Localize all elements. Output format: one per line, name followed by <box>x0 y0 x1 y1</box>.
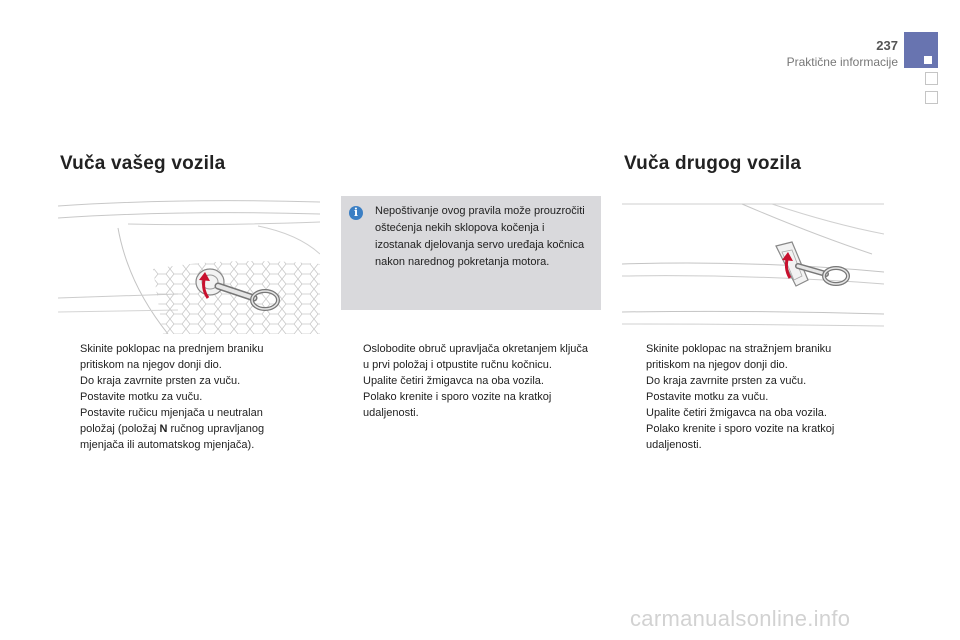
step-text: Upalite četiri žmigavca na oba vozila. <box>646 407 827 419</box>
tab-marker <box>924 56 932 64</box>
nav-square-2 <box>925 91 938 104</box>
step-text: Upalite četiri žmigavca na oba vozila. <box>363 375 544 387</box>
list-item <box>624 373 864 389</box>
info-box <box>341 196 601 310</box>
right-section-title: Vuča drugog vozila <box>624 153 802 174</box>
left-section-title: Vuča vašeg vozila <box>60 153 226 174</box>
list-item <box>58 373 296 389</box>
list-item <box>341 373 589 389</box>
step-text: Polako krenite i sporo vozite na kratkoj udaljenosti. <box>363 391 552 419</box>
step-text-after: ručnog upravljanog mjenjača ili automatskog mjenjača). <box>80 423 265 451</box>
step-text: Do kraja zavrnite prsten za vuču. <box>80 375 241 387</box>
list-item <box>58 341 296 373</box>
front-tow-illustration <box>58 194 320 334</box>
step-text: Postavite motku za vuču. <box>80 391 203 403</box>
step-text: Polako krenite i sporo vozite na kratkoj udaljenosti. <box>646 423 835 451</box>
watermark: carmanualsonline.info <box>630 606 851 631</box>
step-text: Do kraja zavrnite prsten za vuču. <box>646 375 807 387</box>
info-text: Nepoštivanje ovog pravila može prouzročiti oštećenja nekih sklopova kočenja i izostanak djelovanja servo uređaja kočnica nakon narednog pokretanja motora. <box>375 205 585 268</box>
chapter-tab <box>904 32 938 68</box>
rear-bumper-drawing <box>622 194 884 334</box>
list-item <box>624 405 864 421</box>
list-item <box>624 389 864 405</box>
chapter-title: Praktične informacije <box>786 55 898 69</box>
step-text: Postavite motku za vuču. <box>646 391 769 403</box>
list-item <box>58 405 296 453</box>
nav-square-1 <box>925 72 938 85</box>
list-item <box>341 341 589 373</box>
step-text: Skinite poklopac na prednjem braniku pritiskom na njegov donji dio. <box>80 343 264 371</box>
list-item <box>624 341 864 373</box>
page-number: 237 <box>876 38 898 53</box>
step-text: Oslobodite obruč upravljača okretanjem ključa u prvi položaj i otpustite ručnu kočnicu. <box>363 343 589 371</box>
gear-position-n: N <box>159 423 168 435</box>
list-item <box>341 389 589 421</box>
list-item <box>58 389 296 405</box>
front-bumper-drawing <box>58 194 320 334</box>
list-item <box>624 421 864 453</box>
middle-steps <box>341 341 589 421</box>
right-steps <box>624 341 864 453</box>
step-text: Skinite poklopac na stražnjem braniku pritiskom na njegov donji dio. <box>646 343 832 371</box>
rear-tow-illustration <box>622 194 884 334</box>
info-icon: i <box>349 206 363 220</box>
left-steps <box>58 341 296 453</box>
step-text-before: Postavite ručicu mjenjača u neutralan položaj (položaj <box>80 407 263 435</box>
